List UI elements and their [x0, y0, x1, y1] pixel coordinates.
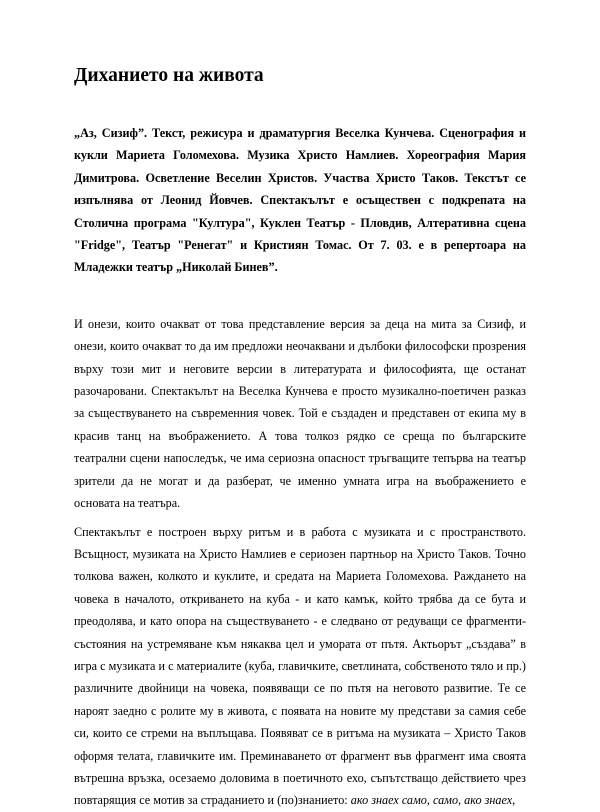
credits-paragraph: „Аз, Сизиф”. Текст, режисура и драматургия Веселка Кунчева. Сценография и кукли Мариета Голомехова. Музика Христо Намлиев. Хореография Мария Димитрова. Осветление Веселин Христов. Участва Христо Таков. Текстът се изпълнява от Леонид Йовчев. Спектакълът е осъществен с подкрепата на Столична програма "Култура", Куклен Театър - Пловдив, Алтеративна сцена "Fridge", Театър "Ренегат" и Кристиян Томас. От 7. 03. е в репертоара на Младежки театър „Николай Бинев”.	[74, 126, 526, 275]
article-title: Диханието на живота	[74, 65, 264, 86]
body-paragraph-1: И онези, които очакват от това представление версия за деца на мита за Сизиф, и онези, които очакват то да им предложи неочаквани и дълбоки философски прозрения върху този мит и неговите версии в литературата и философията, ще останат разочаровани. Спектакълът на Веселка Кунчева е просто музикално-поетичен разказ за съществуването на съвременния човек. Той е създаден и представен от екипа му в красив танц на въображението. А това толкоз рядко се среща по българските театрални сцени напоследък, че има сериозна опасност тръгващите тепърва на театър зрители да не могат и да разберат, че именно умната игра на въображението е основата на театъра.	[74, 316, 526, 511]
quoted-verse: ако знаех само, само, ако знаех,	[350, 793, 516, 808]
body-paragraph-2	[74, 521, 526, 812]
body-paragraph-2-text: Спектакълът е построен върху ритъм и в работа с музиката и с пространството. Всъщност, музиката на Христо Намлиев е сериозен партньор на Христо Таков. Точно толкова важен, колкото и куклите, и средата на Мариета Голомехова. Раждането на човека в началото, откриването на куба - и като камък, който трябва да се бута и преодолява, и като опора на съществуването - е следвано от редуващи се фрагменти-състояния на устремяване към някаква цел и умората от пътя. Актьорът „създава” в игра с музиката и с материалите (куба, главичките, светлината, собственото тяло и пр.) различните двойници на човека, появяващи се по пътя на неговото развитие. Те се нароят заедно с ролите му в живота, с появата на новите му представи за самия себе си, които се стреми на въплъщава. Появяват се в ритъма на музиката – Христо Таков оформя телата, главичките им. Преминаването от фрагмент във фрагмент има своята вътрешна връзка, осезаемо доловима в поетичното ехо, съпътстващо действието чрез повтарящия се мотив за страданието и (по)знанието:	[74, 524, 526, 808]
article	[74, 64, 526, 812]
